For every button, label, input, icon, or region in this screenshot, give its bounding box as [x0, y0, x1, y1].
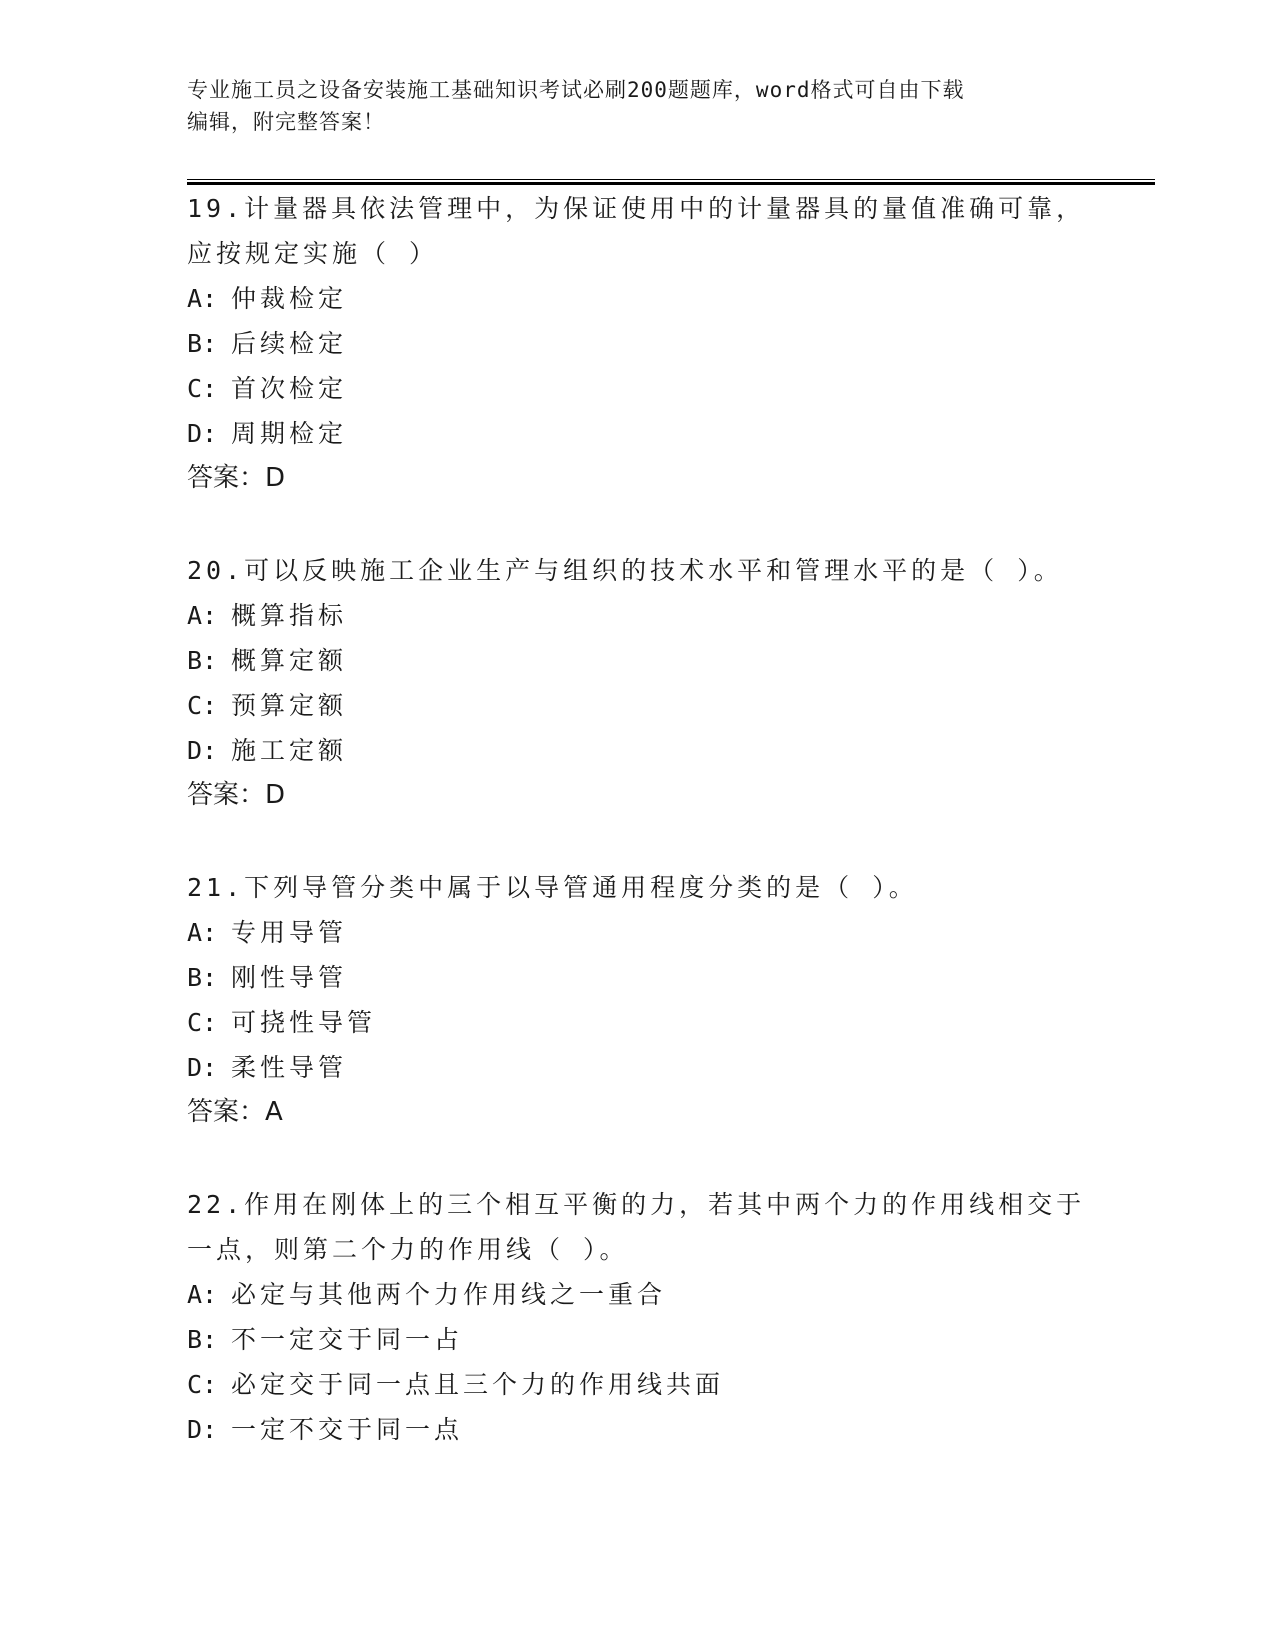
option-b [187, 955, 1087, 1000]
option-text: 后续检定 [231, 329, 348, 358]
document-header [187, 74, 1067, 138]
option-text: 首次检定 [231, 374, 348, 403]
question-stem-line-1: 22.作用在刚体上的三个相互平衡的力，若其中两个力的作用线相交于 [187, 1190, 1086, 1219]
option-d [187, 411, 1087, 456]
question-stem-line-1: 21.下列导管分类中属于以导管通用程度分类的是（ ）。 [187, 873, 918, 902]
option-label: B: [187, 1325, 218, 1354]
header-line-2: 编辑，附完整答案！ [187, 110, 385, 134]
option-text: 可挠性导管 [231, 1008, 377, 1037]
option-label: C: [187, 1370, 218, 1399]
option-label: D: [187, 419, 218, 448]
option-label: A: [187, 918, 218, 947]
option-c [187, 1362, 1087, 1407]
option-c [187, 1000, 1087, 1045]
option-a [187, 1272, 1087, 1317]
option-text: 概算指标 [231, 601, 348, 630]
option-d [187, 728, 1087, 773]
option-text: 施工定额 [231, 736, 348, 765]
option-label: A: [187, 1280, 218, 1309]
option-label: C: [187, 691, 218, 720]
answer-line: 答案：D [187, 780, 286, 810]
option-text: 周期检定 [231, 419, 348, 448]
option-d [187, 1045, 1087, 1090]
header-divider-thin [187, 179, 1155, 180]
answer-line: 答案：D [187, 463, 286, 493]
option-a [187, 910, 1087, 955]
option-a [187, 593, 1087, 638]
question-20 [187, 548, 1087, 818]
option-text: 仲裁检定 [231, 284, 348, 313]
option-label: A: [187, 284, 218, 313]
header-line-1: 专业施工员之设备安装施工基础知识考试必刷200题题库，word格式可自由下载 [187, 78, 965, 102]
question-stem-line-1: 19.计量器具依法管理中，为保证使用中的计量器具的量值准确可靠， [187, 194, 1086, 223]
option-label: B: [187, 963, 218, 992]
question-stem-line-2: 一点，则第二个力的作用线（ ）。 [187, 1235, 629, 1264]
option-label: C: [187, 374, 218, 403]
question-stem-line-1: 20.可以反映施工企业生产与组织的技术水平和管理水平的是（ ）。 [187, 556, 1063, 585]
option-text: 柔性导管 [231, 1053, 348, 1082]
option-text: 一定不交于同一点 [231, 1415, 464, 1444]
option-c [187, 683, 1087, 728]
answer-line: 答案：A [187, 1097, 283, 1127]
option-text: 不一定交于同一占 [231, 1325, 464, 1354]
option-a [187, 276, 1087, 321]
option-b [187, 638, 1087, 683]
option-label: D: [187, 1053, 218, 1082]
option-label: D: [187, 736, 218, 765]
option-c [187, 366, 1087, 411]
option-text: 必定与其他两个力作用线之一重合 [231, 1280, 667, 1309]
option-b [187, 321, 1087, 366]
question-22 [187, 1182, 1087, 1452]
option-text: 专用导管 [231, 918, 348, 947]
option-label: A: [187, 601, 218, 630]
option-b [187, 1317, 1087, 1362]
question-19 [187, 186, 1087, 501]
option-text: 概算定额 [231, 646, 348, 675]
option-label: C: [187, 1008, 218, 1037]
option-d [187, 1407, 1087, 1452]
question-stem-line-2: 应按规定实施（ ） [187, 239, 439, 268]
option-label: B: [187, 329, 218, 358]
header-divider-thick [187, 182, 1155, 185]
question-21 [187, 865, 1087, 1135]
option-text: 预算定额 [231, 691, 348, 720]
option-text: 必定交于同一点且三个力的作用线共面 [231, 1370, 725, 1399]
option-text: 刚性导管 [231, 963, 348, 992]
option-label: B: [187, 646, 218, 675]
option-label: D: [187, 1415, 218, 1444]
